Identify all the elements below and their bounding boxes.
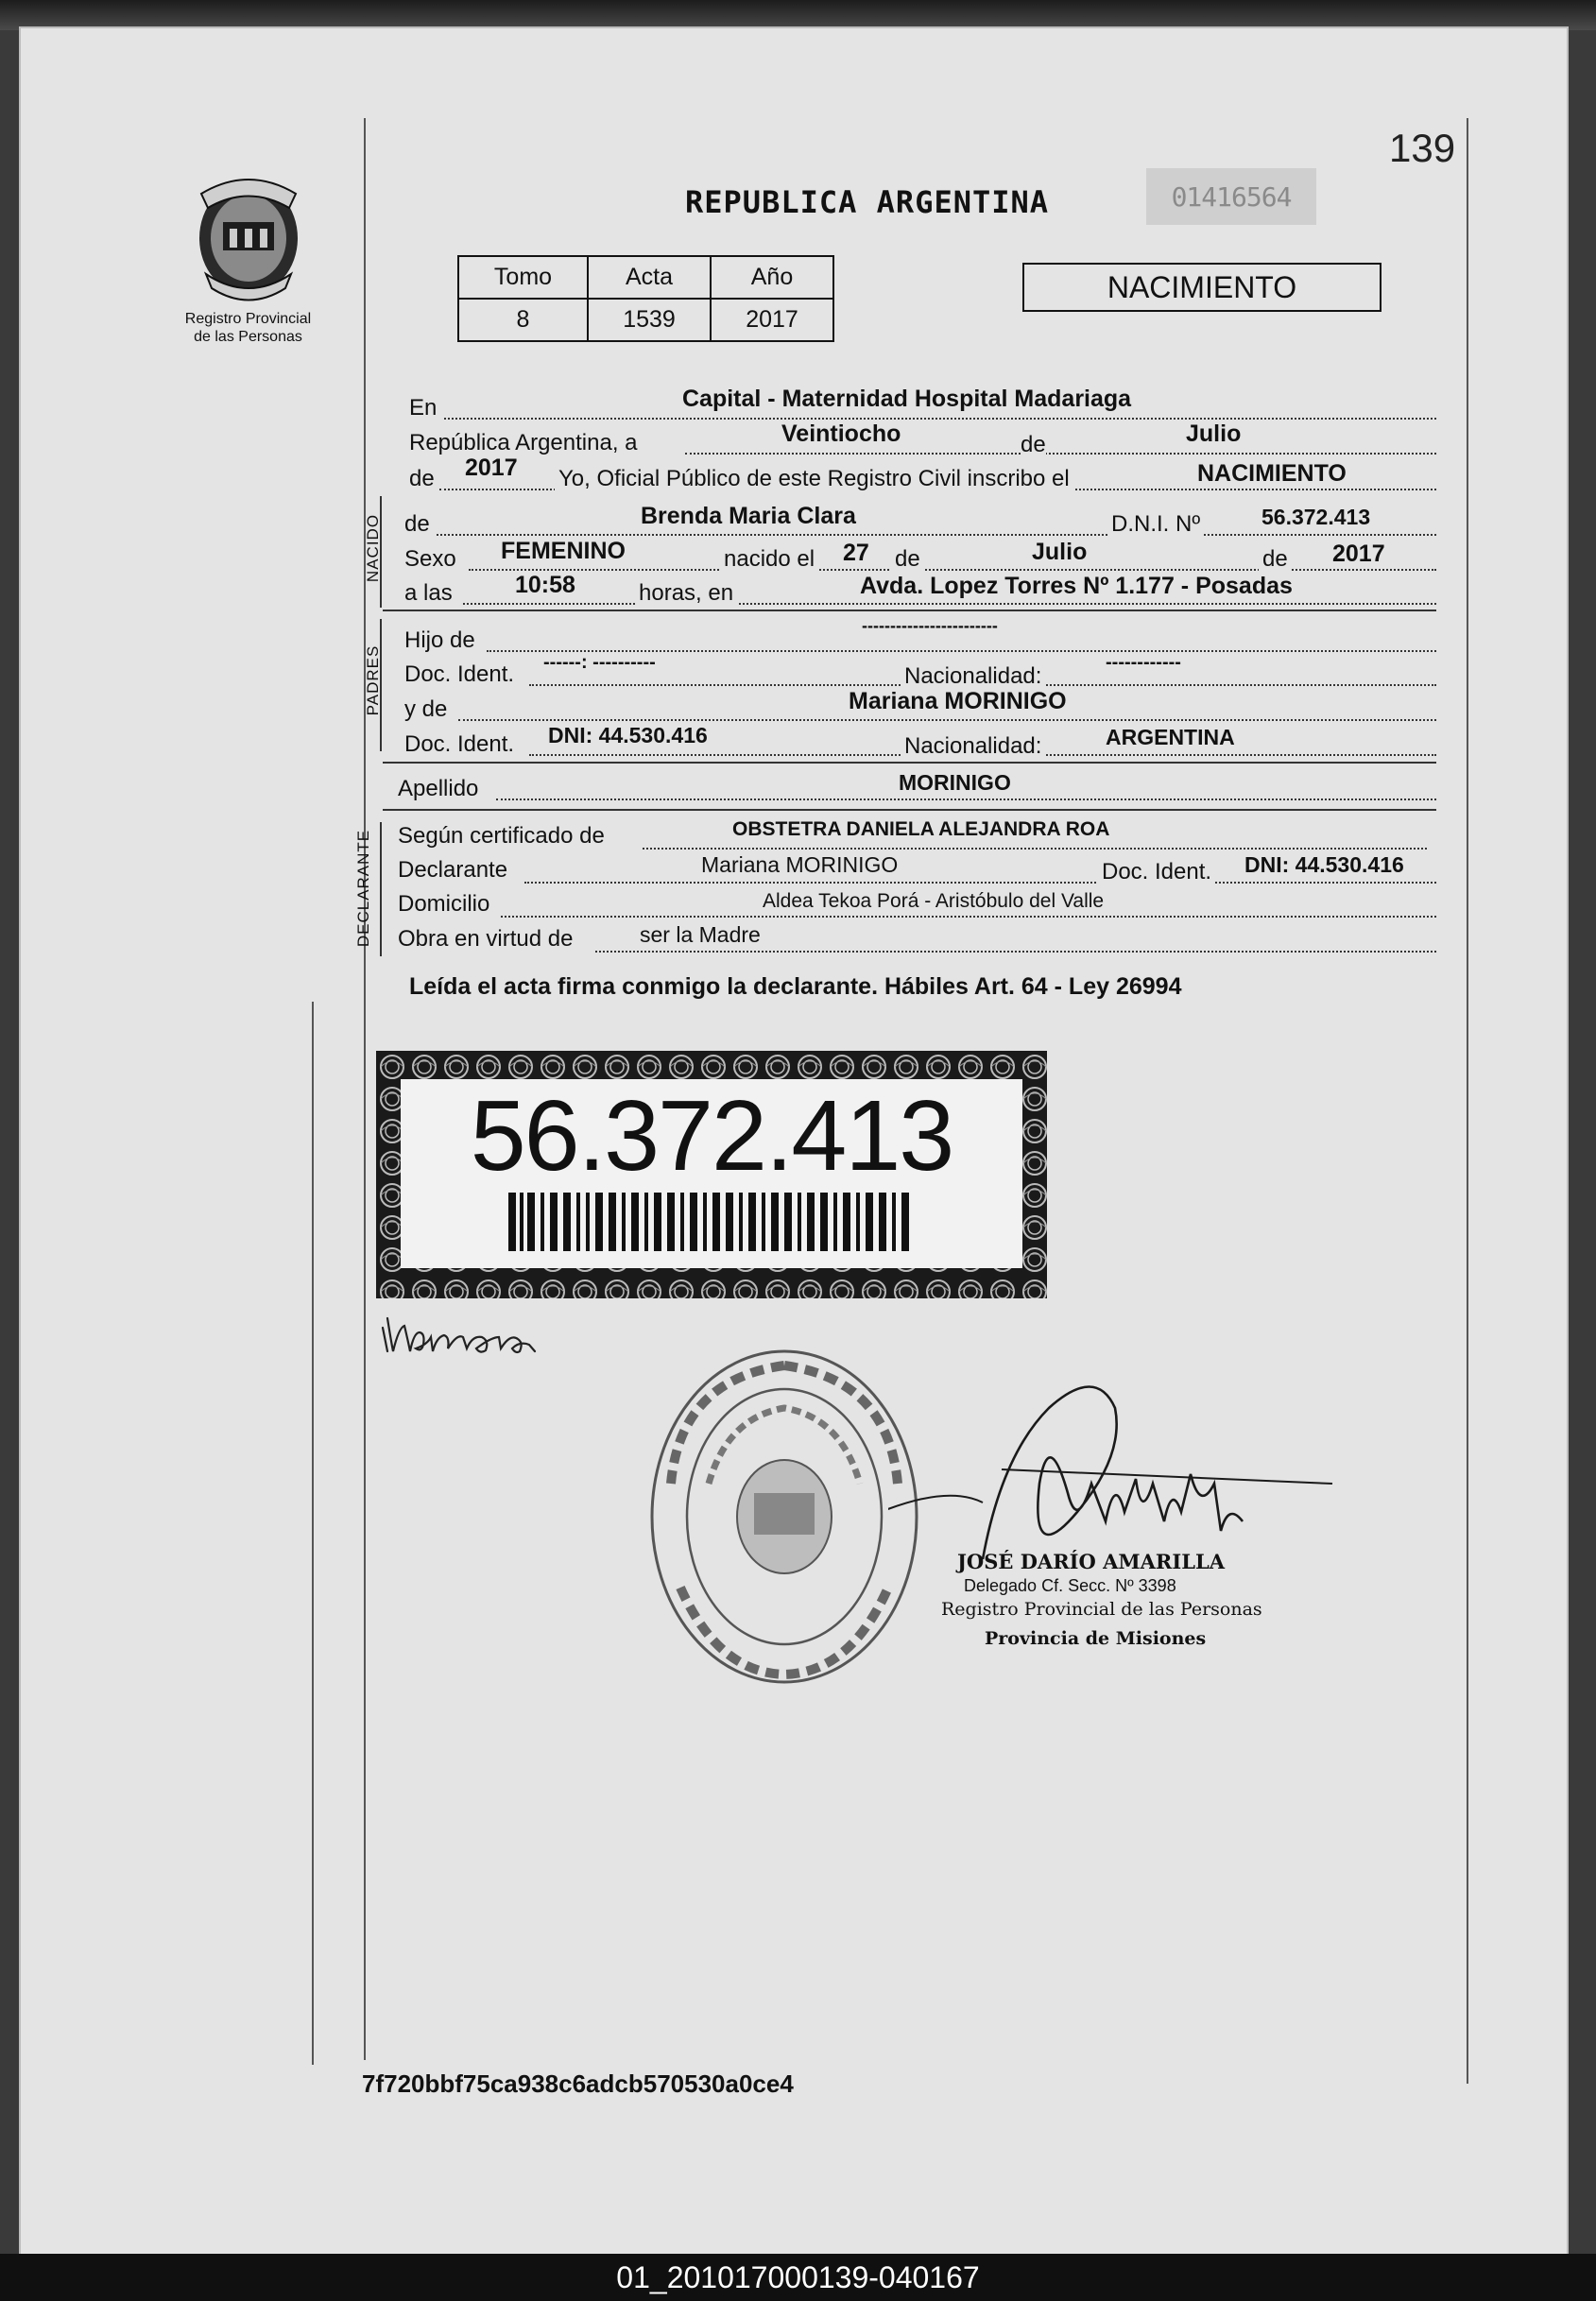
value-birth-year: 2017: [1332, 541, 1385, 567]
label-inscribo: Yo, Oficial Público de este Registro Civil inscribo el: [555, 466, 1073, 492]
scan-footer-bar: [0, 2254, 1596, 2301]
label-horas-en: horas, en: [635, 580, 737, 607]
value-nac-2: ARGENTINA: [1106, 725, 1235, 749]
table-value-ano: 2017: [711, 299, 833, 341]
logo-caption-line1: Registro Provincial: [184, 311, 312, 327]
value-dni: 56.372.413: [1261, 505, 1371, 529]
label-domicilio: Domicilio: [398, 891, 490, 917]
section-bar-declarante: [380, 822, 382, 956]
label-nacido-de: de: [404, 511, 430, 537]
value-madre: Mariana MORINIGO: [849, 688, 1067, 714]
table-header-ano: Año: [711, 256, 833, 299]
value-time: 10:58: [515, 572, 575, 598]
value-birth-day: 27: [843, 540, 869, 566]
value-nac-1: ------------: [1106, 652, 1181, 673]
scan-file-id: 01_201017000139-040167: [616, 2259, 980, 2294]
label-doc-ident-1: Doc. Ident.: [404, 661, 515, 687]
label-en: En: [409, 395, 438, 421]
label-doc-ident-2: Doc. Ident.: [404, 731, 515, 757]
margin-line-left-lower: [312, 1002, 314, 2065]
value-doc-2: DNI: 44.530.416: [548, 723, 708, 747]
act-type-box: NACIMIENTO: [1022, 263, 1381, 312]
section-label-nacido: NACIDO: [364, 513, 382, 583]
official-office: Registro Provincial de las Personas: [941, 1599, 1262, 1620]
official-stamp: [643, 1342, 926, 1691]
table-value-tomo: 8: [458, 299, 588, 341]
declarant-signature: [378, 1299, 567, 1365]
official-role: Delegado Cf. Secc. Nº 3398: [964, 1576, 1176, 1595]
label-nacido-el: nacido el: [720, 546, 818, 573]
label-dni: D.N.I. Nº: [1107, 511, 1204, 538]
page-number: 139: [1389, 126, 1456, 170]
label-sexo: Sexo: [404, 546, 456, 572]
dni-barcode-label: [376, 1051, 1047, 1298]
value-doc-1: ------: ----------: [543, 652, 656, 673]
section-divider: [383, 610, 1436, 611]
document-hash: 7f720bbf75ca938c6adcb570530a0ce4: [362, 2069, 794, 2098]
label-doc-ident-decl: Doc. Ident.: [1098, 859, 1215, 885]
value-certificado: OBSTETRA DANIELA ALEJANDRA ROA: [732, 818, 1110, 840]
barcode: [508, 1193, 915, 1255]
value-apellido: MORINIGO: [899, 770, 1011, 795]
value-day: Veintiocho: [781, 421, 901, 447]
label-y-de: y de: [404, 696, 448, 722]
section-divider: [383, 809, 1436, 811]
value-declarante: Mariana MORINIGO: [701, 852, 899, 877]
table-header-tomo: Tomo: [458, 256, 588, 299]
label-nacionalidad-2: Nacionalidad:: [901, 733, 1045, 760]
value-birth-address: Avda. Lopez Torres Nº 1.177 - Posadas: [860, 573, 1293, 599]
value-name: Brenda Maria Clara: [641, 503, 856, 529]
label-de-month: de: [891, 546, 924, 573]
value-doc-decl: DNI: 44.530.416: [1244, 852, 1404, 877]
value-inscribo: NACIMIENTO: [1197, 460, 1347, 487]
section-divider: [383, 762, 1436, 764]
serial-number: 01416564: [1146, 168, 1316, 225]
label-apellido: Apellido: [398, 776, 479, 801]
value-month: Julio: [1186, 421, 1242, 447]
value-place: Capital - Maternidad Hospital Madariaga: [682, 386, 1132, 412]
margin-line-left: [364, 118, 366, 2060]
label-hijo-de: Hijo de: [404, 627, 475, 653]
closing-statement: Leída el acta firma conmigo la declarante. Hábiles Art. 64 - Ley 26994: [409, 973, 1182, 1000]
value-domicilio: Aldea Tekoa Porá - Aristóbulo del Valle: [763, 890, 1105, 912]
table-header-acta: Acta: [588, 256, 711, 299]
label-de-year: de: [409, 466, 435, 491]
table-value-acta: 1539: [588, 299, 711, 341]
document-title: REPUBLICA ARGENTINA: [685, 184, 1050, 220]
label-de: de: [1021, 432, 1046, 457]
logo-caption-line2: de las Personas: [194, 329, 302, 345]
section-label-declarante: DECLARANTE: [354, 829, 372, 948]
label-obra: Obra en virtud de: [398, 926, 574, 952]
label-republica: República Argentina, a: [409, 430, 638, 455]
label-de-birth-year: de: [1259, 546, 1292, 573]
tomo-acta-ano-table: [457, 255, 834, 342]
value-sexo: FEMENINO: [501, 538, 626, 564]
value-padre: ------------------------: [862, 616, 998, 635]
margin-line-right: [1467, 118, 1468, 2084]
label-declarante: Declarante: [398, 857, 508, 883]
official-name: JOSÉ DARÍO AMARILLA: [957, 1550, 1226, 1573]
section-label-padres: PADRES: [364, 644, 382, 716]
logo-caption: [161, 310, 335, 346]
label-a-las: a las: [404, 580, 453, 606]
province-logo: [187, 170, 310, 307]
value-year: 2017: [465, 455, 518, 481]
value-birth-month: Julio: [1032, 539, 1088, 565]
label-nacionalidad-1: Nacionalidad:: [901, 663, 1045, 690]
dni-number: 56.372.413: [470, 1080, 953, 1192]
official-province: Provincia de Misiones: [985, 1628, 1207, 1649]
value-obra: ser la Madre: [640, 922, 761, 947]
label-segun-certificado: Según certificado de: [398, 823, 605, 849]
